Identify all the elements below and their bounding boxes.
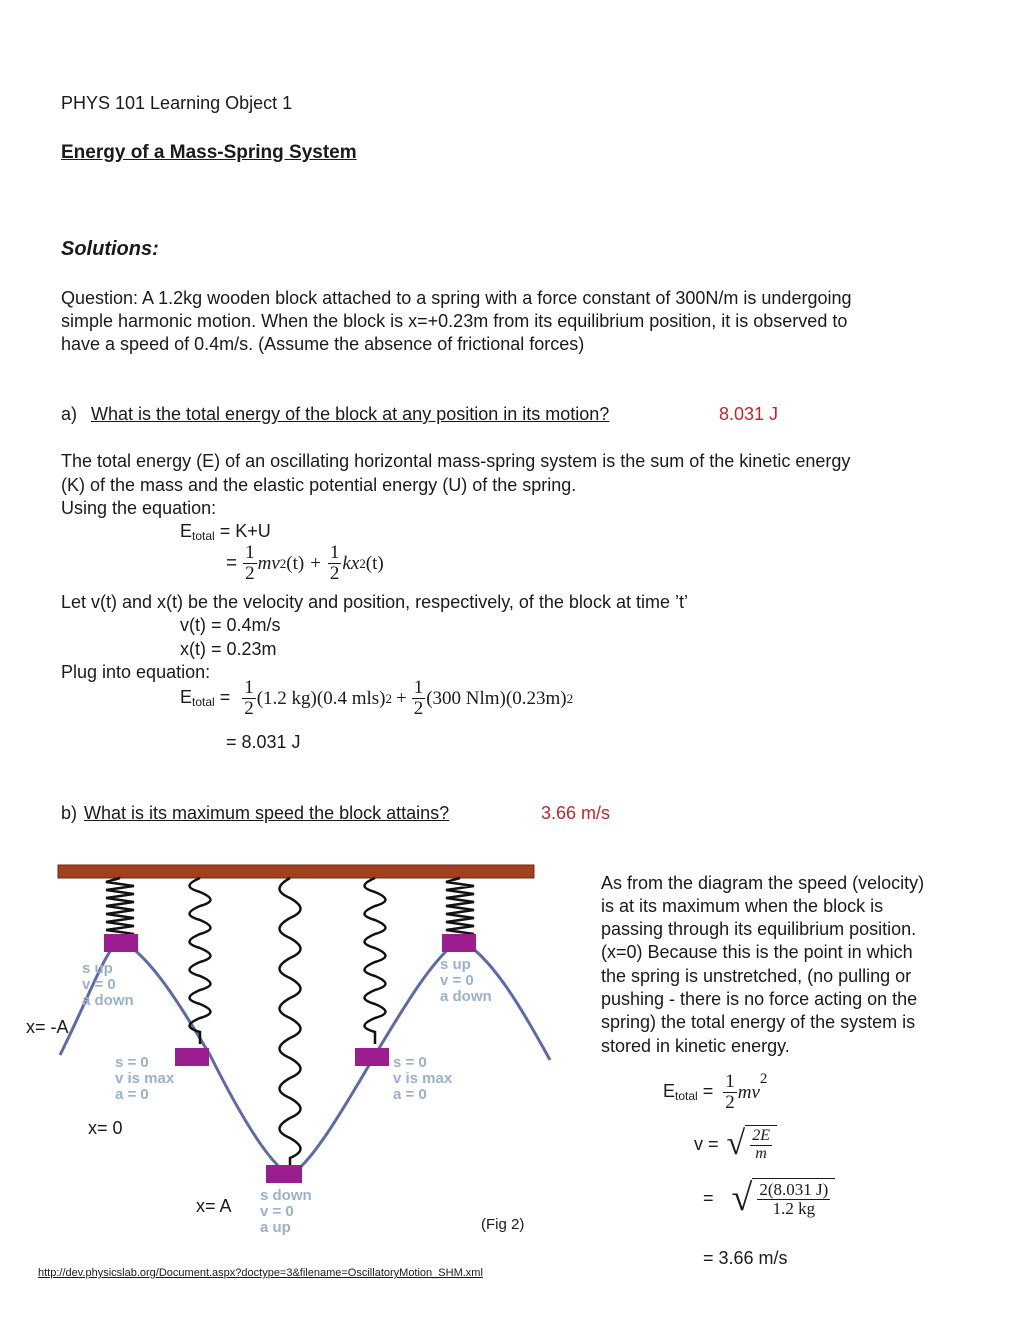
velocity-value: v(t) = 0.4m/s [180, 615, 281, 635]
block-bottom [266, 1165, 302, 1183]
part-b-question: What is its maximum speed the block attains? [84, 803, 450, 823]
label-s-up-left: s up [82, 960, 113, 977]
label-x-neg-a: x= -A [26, 1017, 69, 1037]
desc-line-4: (x=0) Because this is the point in which [601, 942, 913, 962]
label-s0-right: s = 0 [393, 1054, 427, 1071]
explain-line-1: The total energy (E) of an oscillating horizontal mass-spring system is the sum of the kinetic energy [61, 451, 851, 471]
spring-oscillation-diagram [20, 855, 580, 1255]
let-line: Let v(t) and x(t) be the velocity and position, respectively, of the block at time ’t’ [61, 592, 688, 612]
course-title: PHYS 101 Learning Object 1 [61, 93, 293, 113]
block-mid-right [355, 1048, 389, 1066]
desc-line-5: the spring is unstretched, (no pulling or [601, 966, 912, 986]
explain-line-2: (K) of the mass and the elastic potential energy (U) of the spring. [61, 475, 577, 495]
part-b-label: b) [61, 803, 78, 823]
desc-line-3: passing through its equilibrium position. [601, 919, 917, 939]
label-a0-left: a = 0 [115, 1086, 149, 1103]
label-v0-bottom: v = 0 [260, 1203, 294, 1220]
desc-line-8: stored in kinetic energy. [601, 1036, 790, 1056]
question-line-1: Question: A 1.2kg wooden block attached to a spring with a force constant of 300N/m is undergoing [61, 288, 852, 308]
plug-line: Plug into equation: [61, 662, 211, 682]
question-line-2: simple harmonic motion. When the block is x=+0.23m from its equilibrium position, it is observed to [61, 311, 848, 331]
velocity-result: = 3.66 m/s [703, 1248, 788, 1268]
part-a-label: a) [61, 404, 78, 424]
question-line-3: have a speed of 0.4m/s. (Assume the absence of frictional forces) [61, 334, 585, 354]
label-a0-right: a = 0 [393, 1086, 427, 1103]
label-s-up-right: s up [440, 956, 471, 973]
label-vmax-left: v is max [115, 1070, 175, 1087]
part-b-answer: 3.66 m/s [541, 803, 611, 823]
label-v0-right: v = 0 [440, 972, 474, 989]
label-x-a: x= A [196, 1196, 232, 1216]
desc-line-1: As from the diagram the speed (velocity) [601, 873, 925, 893]
label-x-zero: x= 0 [88, 1118, 123, 1138]
source-url-link[interactable]: http://dev.physicslab.org/Document.aspx?doctype=3&filename=OscillatoryMotion_SHM.xml [38, 1267, 483, 1279]
solutions-heading: Solutions: [61, 238, 159, 260]
part-a-answer: 8.031 J [719, 404, 779, 424]
desc-line-7: spring) the total energy of the system is [601, 1012, 916, 1032]
spring-extended-center [280, 878, 301, 1167]
spring-mid-right [365, 878, 386, 1044]
position-value: x(t) = 0.23m [180, 639, 277, 659]
label-v0-left: v = 0 [82, 976, 116, 993]
desc-line-2: is at its maximum when the block is [601, 896, 884, 916]
label-s-down: s down [260, 1187, 312, 1204]
kinetic-energy-equation: $E_{total}$ = $\frac{1}{2}$ mv $^2$ [663, 1071, 768, 1113]
label-vmax-right: v is max [393, 1070, 453, 1087]
using-equation: Using the equation: [61, 498, 217, 518]
label-a-down-right: a down [440, 988, 492, 1005]
velocity-formula: v = √ $\frac{2E}{m}$ [694, 1125, 777, 1163]
velocity-plugged-formula: = √ $\frac{2(8.031 J)}{1.2 kg}$ [703, 1178, 835, 1218]
ceiling-beam [58, 865, 534, 878]
page-title: Energy of a Mass-Spring System [61, 142, 357, 163]
label-a-up: a up [260, 1219, 291, 1236]
label-s0-left: s = 0 [115, 1054, 149, 1071]
block-mid-left [175, 1048, 209, 1066]
block-top-right [442, 934, 476, 952]
desc-line-6: pushing - there is no force acting on the [601, 989, 918, 1009]
energy-equation-2: = $\frac{1}{2}$ mv 2 (t) + $\frac{1}{2}$ kx 2 (t) [226, 542, 384, 584]
energy-equation-1: $E_{total} = K+U$ [180, 521, 271, 543]
label-a-down-left: a down [82, 992, 134, 1009]
spring-mid-left [190, 878, 211, 1044]
block-top-left [104, 934, 138, 952]
energy-result: = 8.031 J [226, 732, 301, 752]
figure-caption: (Fig 2) [481, 1216, 525, 1233]
energy-plugged-equation: $E_{total}$ = $\frac{1}{2}$ (1.2 kg)(0.4 mls) 2 + $\frac{1}{2}$ (300 Nlm)(0.23m) 2 [180, 677, 574, 719]
part-a-question: What is the total energy of the block at any position in its motion? [91, 404, 610, 424]
